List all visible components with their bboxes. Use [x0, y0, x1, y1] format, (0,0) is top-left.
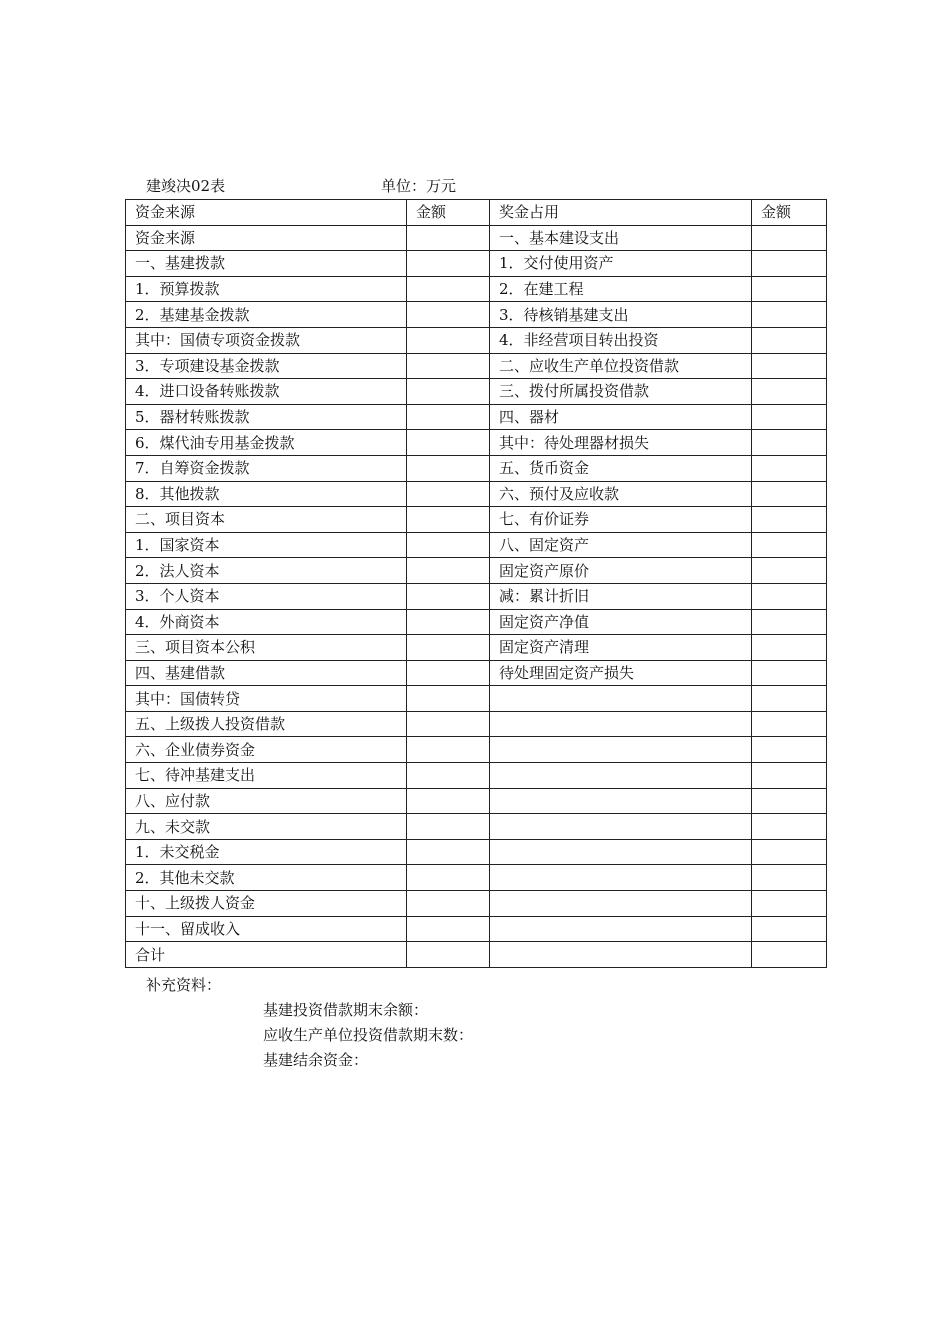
table-row	[126, 865, 827, 891]
usage-amount-cell	[752, 660, 827, 686]
source-cell: 五、上级拨人投资借款	[126, 711, 407, 737]
source-cell: 1．未交税金	[126, 839, 407, 865]
source-amount-cell	[407, 558, 490, 584]
usage-amount-cell	[752, 942, 827, 968]
table-row	[126, 455, 827, 481]
source-amount-cell	[407, 276, 490, 302]
source-amount-cell	[407, 916, 490, 942]
source-amount-cell	[407, 302, 490, 328]
usage-cell	[490, 737, 752, 763]
table-row	[126, 251, 827, 277]
usage-cell: 待处理固定资产损失	[490, 660, 752, 686]
header-amount-left: 金额	[407, 200, 490, 226]
usage-cell: 固定资产净值	[490, 609, 752, 635]
table-row	[126, 660, 827, 686]
source-amount-cell	[407, 814, 490, 840]
table-row	[126, 916, 827, 942]
source-cell: 资金来源	[126, 225, 407, 251]
source-amount-cell	[407, 225, 490, 251]
usage-cell: 2．在建工程	[490, 276, 752, 302]
usage-cell: 1．交付使用资产	[490, 251, 752, 277]
usage-cell	[490, 916, 752, 942]
usage-cell	[490, 788, 752, 814]
source-amount-cell	[407, 430, 490, 456]
usage-amount-cell	[752, 609, 827, 635]
source-amount-cell	[407, 686, 490, 712]
table-row	[126, 635, 827, 661]
usage-cell: 固定资产原价	[490, 558, 752, 584]
table-body	[126, 225, 827, 967]
usage-cell: 固定资产清理	[490, 635, 752, 661]
source-amount-cell	[407, 532, 490, 558]
source-cell: 3．专项建设基金拨款	[126, 353, 407, 379]
usage-amount-cell	[752, 430, 827, 456]
table-row	[126, 891, 827, 917]
usage-cell	[490, 686, 752, 712]
usage-cell: 减：累计折旧	[490, 583, 752, 609]
usage-amount-cell	[752, 276, 827, 302]
usage-amount-cell	[752, 404, 827, 430]
usage-cell	[490, 839, 752, 865]
usage-amount-cell	[752, 353, 827, 379]
source-cell: 十、上级拨人资金	[126, 891, 407, 917]
table-row	[126, 327, 827, 353]
usage-cell: 四、器材	[490, 404, 752, 430]
usage-cell: 三、拨付所属投资借款	[490, 379, 752, 405]
table-header-row	[126, 200, 827, 226]
source-cell: 八、应付款	[126, 788, 407, 814]
source-cell: 1．国家资本	[126, 532, 407, 558]
source-cell: 其中：国债专项资金拨款	[126, 327, 407, 353]
table-row	[126, 532, 827, 558]
usage-amount-cell	[752, 507, 827, 533]
header-amount-right: 金额	[752, 200, 827, 226]
source-cell: 8．其他拨款	[126, 481, 407, 507]
form-code: 建竣决02表	[146, 177, 226, 195]
source-cell: 二、项目资本	[126, 507, 407, 533]
source-amount-cell	[407, 763, 490, 789]
table-row	[126, 686, 827, 712]
table-row	[126, 404, 827, 430]
unit-label: 单位：万元	[381, 177, 457, 195]
source-amount-cell	[407, 379, 490, 405]
source-amount-cell	[407, 404, 490, 430]
usage-amount-cell	[752, 251, 827, 277]
source-amount-cell	[407, 635, 490, 661]
source-cell: 合计	[126, 942, 407, 968]
source-cell: 6．煤代油专用基金拨款	[126, 430, 407, 456]
usage-amount-cell	[752, 916, 827, 942]
source-amount-cell	[407, 481, 490, 507]
source-cell: 一、基建拨款	[126, 251, 407, 277]
table-row	[126, 711, 827, 737]
usage-amount-cell	[752, 455, 827, 481]
source-amount-cell	[407, 455, 490, 481]
supplement-item: 基建投资借款期末余额：	[263, 1001, 429, 1019]
source-cell: 4．外商资本	[126, 609, 407, 635]
source-amount-cell	[407, 609, 490, 635]
usage-amount-cell	[752, 532, 827, 558]
usage-cell	[490, 865, 752, 891]
source-amount-cell	[407, 839, 490, 865]
table-row	[126, 507, 827, 533]
source-amount-cell	[407, 583, 490, 609]
table-row	[126, 481, 827, 507]
source-cell: 七、待冲基建支出	[126, 763, 407, 789]
table-row	[126, 737, 827, 763]
source-amount-cell	[407, 507, 490, 533]
source-cell: 其中：国债转贷	[126, 686, 407, 712]
source-amount-cell	[407, 251, 490, 277]
source-cell: 3．个人资本	[126, 583, 407, 609]
source-cell: 5．器材转账拨款	[126, 404, 407, 430]
usage-amount-cell	[752, 686, 827, 712]
table-row	[126, 763, 827, 789]
source-cell: 2．法人资本	[126, 558, 407, 584]
usage-amount-cell	[752, 635, 827, 661]
usage-amount-cell	[752, 302, 827, 328]
header-usage: 奖金占用	[490, 200, 752, 226]
supplement-item: 应收生产单位投资借款期末数：	[263, 1026, 474, 1044]
table-row	[126, 302, 827, 328]
source-cell: 4．进口设备转账拨款	[126, 379, 407, 405]
table-row	[126, 583, 827, 609]
source-amount-cell	[407, 327, 490, 353]
source-amount-cell	[407, 660, 490, 686]
table-row	[126, 788, 827, 814]
usage-cell: 其中：待处理器材损失	[490, 430, 752, 456]
fund-balance-table	[125, 199, 827, 968]
usage-amount-cell	[752, 558, 827, 584]
source-cell: 九、未交款	[126, 814, 407, 840]
source-cell: 7．自筹资金拨款	[126, 455, 407, 481]
source-cell: 2．其他未交款	[126, 865, 407, 891]
usage-cell: 一、基本建设支出	[490, 225, 752, 251]
table-row	[126, 558, 827, 584]
usage-amount-cell	[752, 891, 827, 917]
usage-cell: 4．非经营项目转出投资	[490, 327, 752, 353]
usage-cell: 七、有价证券	[490, 507, 752, 533]
usage-cell	[490, 763, 752, 789]
usage-cell: 八、固定资产	[490, 532, 752, 558]
usage-amount-cell	[752, 763, 827, 789]
source-cell: 2．基建基金拨款	[126, 302, 407, 328]
usage-cell	[490, 814, 752, 840]
table-row	[126, 609, 827, 635]
source-amount-cell	[407, 788, 490, 814]
header-source: 资金来源	[126, 200, 407, 226]
source-amount-cell	[407, 353, 490, 379]
usage-amount-cell	[752, 711, 827, 737]
source-amount-cell	[407, 942, 490, 968]
usage-amount-cell	[752, 865, 827, 891]
usage-amount-cell	[752, 583, 827, 609]
source-amount-cell	[407, 737, 490, 763]
usage-cell: 六、预付及应收款	[490, 481, 752, 507]
usage-cell	[490, 942, 752, 968]
source-amount-cell	[407, 865, 490, 891]
source-cell: 三、项目资本公积	[126, 635, 407, 661]
table-row	[126, 225, 827, 251]
usage-amount-cell	[752, 379, 827, 405]
table-row	[126, 814, 827, 840]
usage-amount-cell	[752, 327, 827, 353]
usage-amount-cell	[752, 481, 827, 507]
table-row	[126, 353, 827, 379]
source-amount-cell	[407, 891, 490, 917]
table-row	[126, 379, 827, 405]
source-cell: 十一、留成收入	[126, 916, 407, 942]
table-row	[126, 942, 827, 968]
usage-cell: 二、应收生产单位投资借款	[490, 353, 752, 379]
usage-amount-cell	[752, 788, 827, 814]
usage-amount-cell	[752, 839, 827, 865]
supplement-item: 基建结余资金：	[263, 1051, 369, 1069]
usage-amount-cell	[752, 814, 827, 840]
table-row	[126, 276, 827, 302]
usage-cell	[490, 711, 752, 737]
source-amount-cell	[407, 711, 490, 737]
usage-cell: 五、货币资金	[490, 455, 752, 481]
table-row	[126, 430, 827, 456]
usage-amount-cell	[752, 737, 827, 763]
usage-cell	[490, 891, 752, 917]
source-cell: 1．预算拨款	[126, 276, 407, 302]
usage-cell: 3．待核销基建支出	[490, 302, 752, 328]
source-cell: 六、企业债券资金	[126, 737, 407, 763]
usage-amount-cell	[752, 225, 827, 251]
table-row	[126, 839, 827, 865]
source-cell: 四、基建借款	[126, 660, 407, 686]
supplement-title: 补充资料：	[146, 976, 222, 994]
